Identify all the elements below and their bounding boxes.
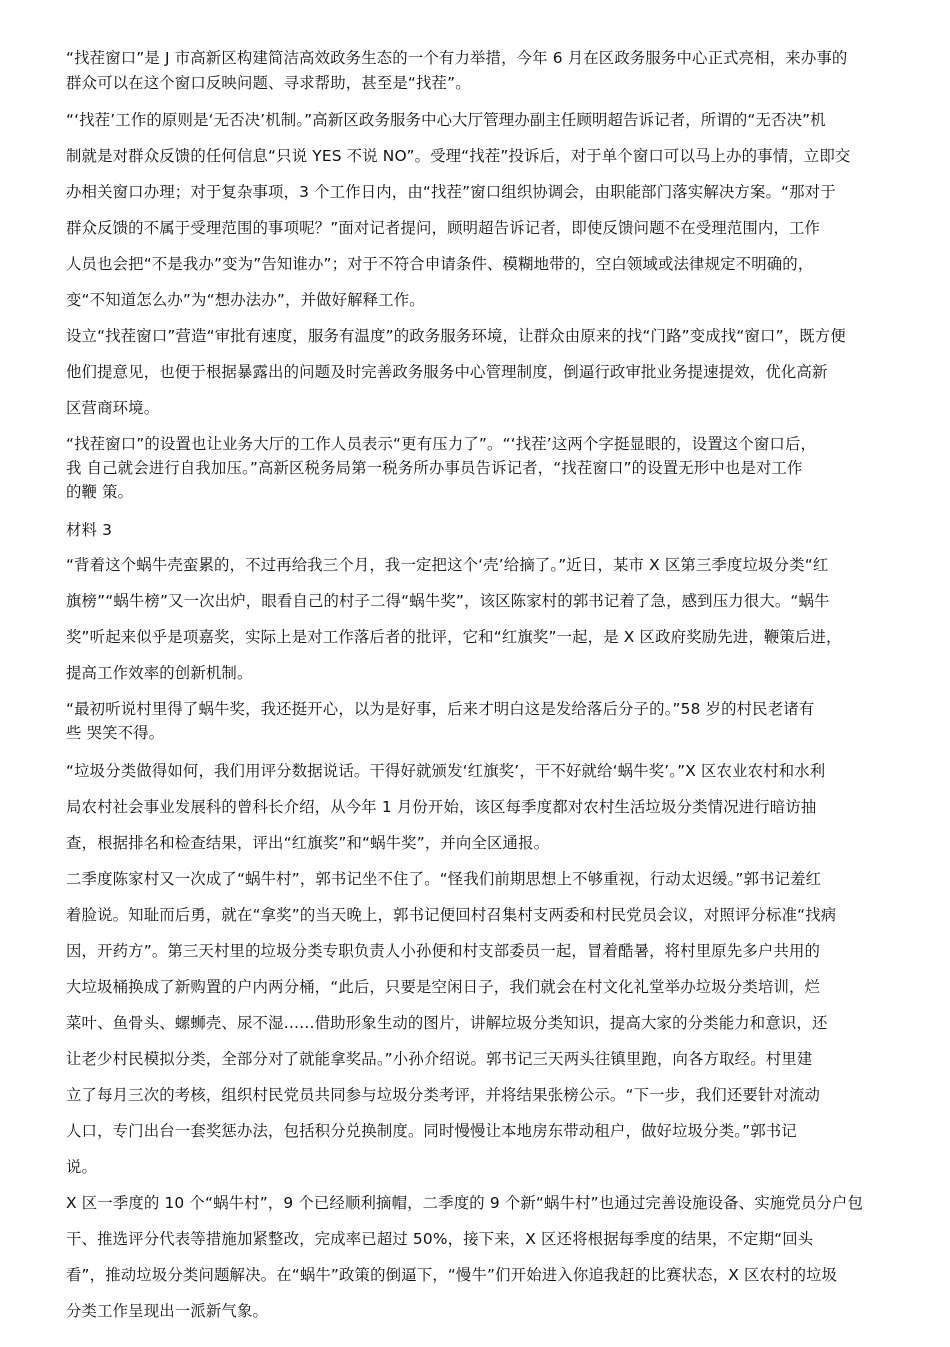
text-line: 二季度陈家村又一次成了“蜗牛村”，郭书记坐不住了。“怪我们前期思想上不够重视，行动太迟缓。”郭书记羞红 (66, 870, 822, 888)
text-line: 群众可以在这个窗口反映问题、寻求帮助，甚至是“找茬”。 (66, 74, 471, 92)
text-line: “垃圾分类做得如何，我们用评分数据说话。干得好就颁发‘红旗奖’，干不好就给‘蜗牛奖’。”X 区农业农村和水利 (66, 762, 826, 780)
text-line: “‘找茬’工作的原则是‘无否决’机制。”高新区政务服务中心大厅管理办副主任顾明超告诉记者，所谓的“无否决”机 (66, 111, 826, 129)
text-line: 我 自己就会进行自我加压。”高新区税务局第一税务所办事员告诉记者，“找茬窗口”的设置无形中也是对工作 (66, 459, 803, 477)
text-line: X 区一季度的 10 个“蜗牛村”，9 个已经顺利摘帽，二季度的 9 个新“蜗牛村”也通过完善设施设备、实施党员分户包 (66, 1194, 863, 1212)
text-line: 干、推选评分代表等措施加紧整改，完成率已超过 50%，接下来，X 区还将根据每季度的结果，不定期“回头 (66, 1230, 814, 1248)
text-line: 设立“找茬窗口”营造“审批有速度，服务有温度”的政务服务环境，让群众由原来的找“门路”变成找“窗口”，既方便 (66, 327, 846, 345)
section-heading: 材料 3 (66, 521, 113, 539)
text-line: 他们提意见，也便于根据暴露出的问题及时完善政务服务中心管理制度，倒逼行政审批业务提速提效，优化高新 (66, 363, 828, 381)
text-line: 局农村社会事业发展科的曾科长介绍，从今年 1 月份开始，该区每季度都对农村生活垃圾分类情况进行暗访抽 (66, 798, 817, 816)
text-line: 大垃圾桶换成了新购置的户内两分桶，“此后，只要是空闲日子，我们就会在村文化礼堂举办垃圾分类培训，烂 (66, 978, 821, 996)
text-line: 的鞭 策。 (66, 483, 134, 501)
text-line: 人口，专门出台一套奖惩办法，包括积分兑换制度。同时慢慢让本地房东带动租户，做好垃圾分类。”郭书记 (66, 1122, 797, 1140)
text-line: 群众反馈的不属于受理范围的事项呢？”面对记者提问，顾明超告诉记者，即使反馈问题不在受理范围内，工作 (66, 219, 821, 237)
text-line: 奖”听起来似乎是项嘉奖，实际上是对工作落后者的批评，它和“红旗奖”一起，是 X 区政府奖励先进，鞭策后进， (66, 628, 842, 646)
text-line: 说。 (66, 1158, 98, 1176)
text-line: 分类工作呈现出一派新气象。 (66, 1302, 269, 1320)
text-line: 旗榜”“蜗牛榜”又一次出炉，眼看自己的村子二得“蜗牛奖”，该区陈家村的郭书记着了急，感到压力很大。“蜗牛 (66, 592, 830, 610)
text-line: 提高工作效率的创新机制。 (66, 664, 253, 682)
text-line: “最初听说村里得了蜗牛奖，我还挺开心，以为是好事，后来才明白这是发给落后分子的。”58 岁的村民老诸有 (66, 700, 815, 718)
text-line: 人员也会把“不是我办”变为”告知谁办”；对于不符合申请条件、模糊地带的，空白领域或法律规定不明确的， (66, 255, 814, 273)
text-line: 让老少村民模拟分类，全部分对了就能拿奖品。”小孙介绍说。郭书记三天两头往镇里跑，向各方取经。村里建 (66, 1050, 813, 1068)
text-line: 制就是对群众反馈的任何信息“只说 YES 不说 NO”。受理“找茬”投诉后，对于单个窗口可以马上办的事情，立即交 (66, 147, 851, 165)
text-line: 区营商环境。 (66, 399, 160, 417)
text-line: “找茬窗口”是 J 市高新区构建简洁高效政务生态的一个有力举措，今年 6 月在区政务服务中心正式亮相，来办事的 (66, 49, 848, 67)
text-line: 查，根据排名和检查结果，评出“红旗奖”和“蜗牛奖”，并向全区通报。 (66, 834, 550, 852)
text-line: “背着这个蜗牛壳蛮累的，不过再给我三个月，我一定把这个‘壳’给摘了。”近日，某市 X 区第三季度垃圾分类“红 (66, 556, 829, 574)
text-line: 看”，推动垃圾分类问题解决。在“蜗牛”政策的倒逼下，“慢牛”们开始进入你追我赶的比赛状态，X 区农村的垃圾 (66, 1266, 838, 1284)
text-line: 些 哭笑不得。 (66, 724, 165, 742)
text-line: 因，开药方”。第三天村里的垃圾分类专职负责人小孙便和村支部委员一起，冒着酷暑，将村里原先多户共用的 (66, 942, 821, 960)
text-line: 着脸说。知耻而后勇，就在“拿奖”的当天晚上，郭书记便回村召集村支两委和村民党员会议，对照评分标准“找病 (66, 906, 837, 924)
text-line: “找茬窗口”的设置也让业务大厅的工作人员表示“更有压力了”。“‘找茬’这两个字挺显眼的，设置这个窗口后， (66, 435, 817, 453)
text-line: 立了每月三次的考核，组织村民党员共同参与垃圾分类考评，并将结果张榜公示。“下一步，我们还要针对流动 (66, 1086, 821, 1104)
text-line: 菜叶、鱼骨头、螺蛳壳、尿不湿……借助形象生动的图片，讲解垃圾分类知识，提高大家的分类能力和意识，还 (66, 1014, 828, 1032)
text-line: 办相关窗口办理；对于复杂事项，3 个工作日内，由“找茬”窗口组织协调会，由职能部门落实解决方案。“那对于 (66, 183, 836, 201)
text-line: 变“不知道怎么办”为“想办法办”，并做好解释工作。 (66, 291, 425, 309)
